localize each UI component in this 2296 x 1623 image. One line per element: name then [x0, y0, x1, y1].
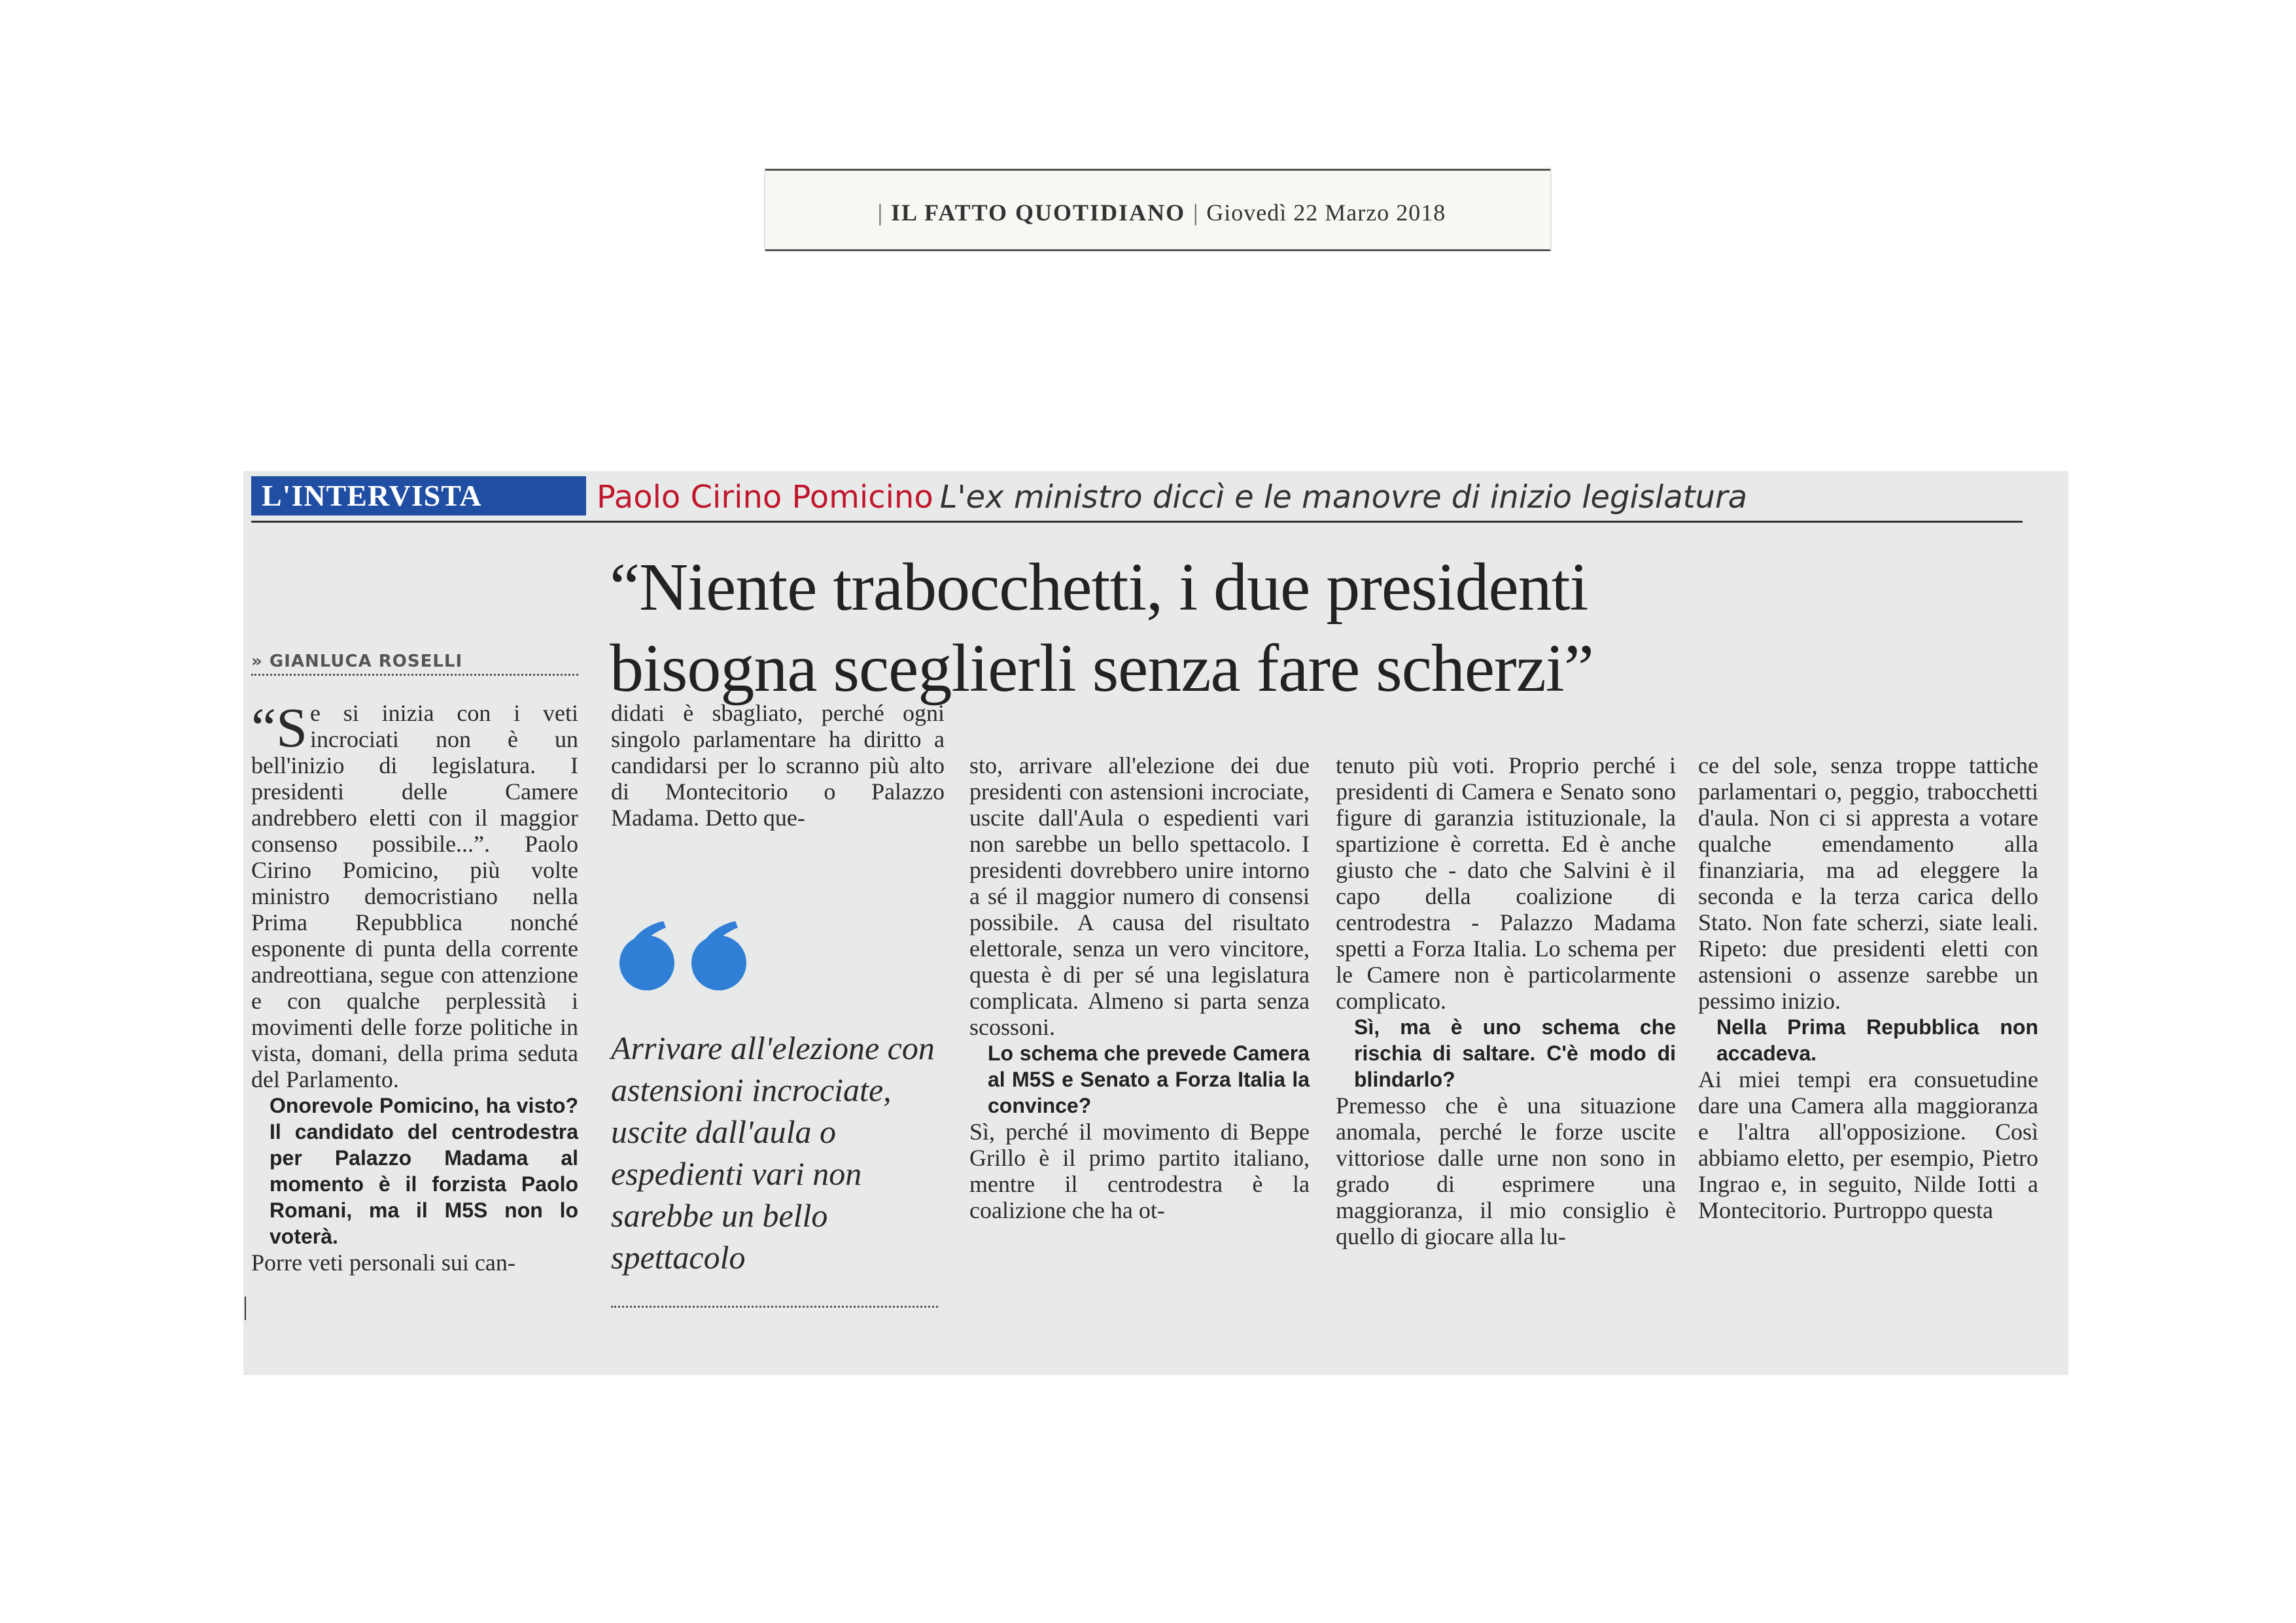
open-quote-icon [611, 916, 768, 994]
interview-subject-line [586, 479, 2023, 515]
lead-text: e si inizia con i veti incrociati non è un bell'inizio di legislatura. I presidenti delle Camere andrebbero eletti con il maggior consenso possibile...”. Paolo Cirino Pomicino, più volte ministro democristiano nella Prima Repubblica nonché esponente di punta della corrente andreottiana, segue con attenzione e con qualche perplessità i movimenti delle forze politiche in vista, domani, della prima seduta del Parlamento. [251, 700, 578, 1092]
margin-mark [245, 1297, 246, 1320]
answer-paragraph: Sì, perché il movimento di Beppe Grillo è il primo partito italiano, mentre il centrodestra è la coalizione che ha ot- [969, 1119, 1310, 1223]
pull-quote: Arrivare all'elezione con astensioni incrociate, uscite dall'aula o espedienti vari non sarebbe un bello spettacolo [611, 1030, 935, 1276]
answer-paragraph: ce del sole, senza troppe tattiche parlamentari o, peggio, trabocchetti d'aula. Non ci si appresta a votare qualche emendamento alla finanziaria, ma ad eleggere la seconda e la terza carica dello Stato. Non fate scherzi, siate leali. Ripeto: due presidenti eletti con astensioni o assenze sarebbe un pessimo inizio. [1698, 752, 2038, 1014]
masthead-top-rule [765, 169, 1550, 171]
masthead-line [765, 199, 1550, 226]
interview-question: Nella Prima Repubblica non accadeva. [1716, 1015, 2038, 1065]
answer-paragraph: sto, arrivare all'elezione dei due presidenti con astensioni incrociate, uscite dall'Aula o espedienti vari non sarebbe un bello spettacolo. I presidenti dovrebbero unire intorno a sé il maggior numero di consensi possibile. A causa del risultato elettorale, senza un vero vincitore, questa è di per sé una legislatura complicata. Almeno si parta senza scossoni. [969, 752, 1310, 1040]
interview-question: Onorevole Pomicino, ha visto? Il candidato del centrodestra per Palazzo Madama al momento è il forzista Paolo Romani, ma il M5S non lo voterà. [270, 1094, 578, 1248]
answer-paragraph: tenuto più voti. Proprio perché i presidenti di Camera e Senato sono figure di garanzia istituzionale, la spartizione è corretta. Ed è anche giusto che - dato che Salvini è il capo della coalizione di centrodestra - Palazzo Madama spetti a Forza Italia. Lo schema per le Camere non è particolarmente complicato. [1336, 752, 1676, 1014]
byline: » GIANLUCA ROSELLI [251, 652, 463, 671]
newspaper-name: IL FATTO QUOTIDIANO [890, 200, 1186, 226]
lead-paragraph [251, 696, 578, 1092]
interview-question: Lo schema che prevede Camera al M5S e Senato a Forza Italia la convince? [988, 1041, 1310, 1117]
interview-question: Sì, ma è uno schema che rischia di saltare. C'è modo di blindarlo? [1354, 1015, 1676, 1091]
headline-line-1: “Niente trabocchetti, i due presidenti [610, 550, 1588, 625]
article-column-5 [1698, 752, 2038, 1223]
section-kicker: L'INTERVISTA [251, 476, 586, 515]
article-column-4 [1336, 752, 1676, 1249]
headline-line-2: bisogna sceglierli senza fare scherzi” [610, 631, 1593, 706]
masthead-separator: | [877, 200, 883, 226]
headline [610, 547, 2016, 709]
byline-divider [251, 674, 578, 676]
drop-cap: “S [251, 696, 307, 759]
answer-paragraph: Porre veti personali sui can- [251, 1249, 515, 1276]
masthead-bottom-rule [765, 249, 1550, 251]
article-column-3 [969, 752, 1310, 1223]
answer-paragraph: Ai miei tempi era consuetudine dare una Camera alla maggioranza e l'altra all'opposizione. Così abbiamo eletto, per esempio, Pietro Ingrao e, in seguito, Nilde Iotti a Montecitorio. Purtroppo questa [1698, 1066, 2038, 1223]
interview-subject-description: L'ex ministro diccì e le manovre di inizio legislatura [939, 479, 1748, 515]
masthead-separator: | [1193, 200, 1199, 226]
article-column-2 [611, 700, 945, 831]
article-clipping [243, 471, 2068, 1375]
interview-subject-name: Paolo Cirino Pomicino [597, 479, 933, 515]
pull-quote-divider [611, 1306, 938, 1308]
answer-paragraph: Premesso che è una situazione anomala, perché le forze uscite vittoriose dalle urne non sono in grado di esprimere una maggioranza, il mio consiglio è quello di giocare alla lu- [1336, 1092, 1676, 1249]
kicker-rule [251, 521, 2023, 523]
issue-date: Giovedì 22 Marzo 2018 [1206, 200, 1446, 226]
article-column-1 [251, 696, 578, 1276]
answer-paragraph: didati è sbagliato, perché ogni singolo parlamentare ha diritto a candidarsi per lo scranno più alto di Montecitorio o Palazzo Madama. Detto que- [611, 700, 945, 831]
masthead [764, 167, 1552, 251]
